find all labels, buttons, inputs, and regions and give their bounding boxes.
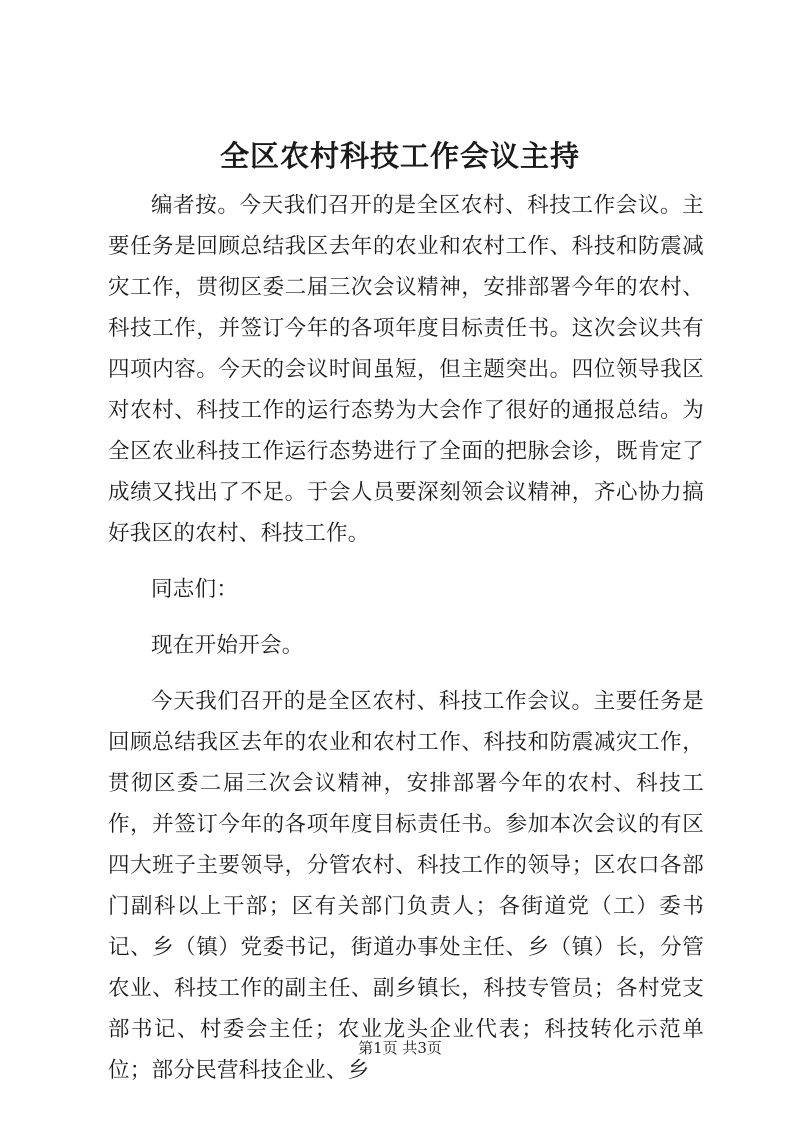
page-footer: 第1页 共3页 bbox=[358, 1039, 442, 1057]
salutation-paragraph: 同志们： bbox=[151, 577, 239, 602]
body-paragraph: 今天我们召开的是全区农村、科技工作会议。主要任务是回顾总结我区去年的农业和农村工作、科技和防震减灾工作，贯彻区委二届三次会议精神，安排部署今年的农村、科技工作，并签订今年的各项年度目标责任书。参加本次会议的有区四大班子主要领导，分管农村、科技工作的领导；区农口各部门副科以上干部；区有关部门负责人；各街道党（工）委书记、乡（镇）党委书记，街道办事处主任、乡（镇）长，分管农业、科技工作的副主任、副乡镇长，科技专管员；各村党支部书记、村委会主任；农业龙头企业代表；科技转化示范单位；部分民营科技企业、乡 bbox=[108, 689, 704, 1083]
document-body bbox=[108, 185, 704, 1091]
opening-paragraph: 现在开始开会。 bbox=[151, 633, 304, 658]
editor-note-paragraph: 编者按。今天我们召开的是全区农村、科技工作会议。主要任务是回顾总结我区去年的农业和农村工作、科技和防震减灾工作，贯彻区委二届三次会议精神，安排部署今年的农村、科技工作，并签订今年的各项年度目标责任书。这次会议共有四项内容。今天的会议时间虽短，但主题突出。四位领导我区对农村、科技工作的运行态势为大会作了很好的通报总结。为全区农业科技工作运行态势进行了全面的把脉会诊，既肯定了成绩又找出了不足。于会人员要深刻领会议精神，齐心协力搞好我区的农村、科技工作。 bbox=[108, 193, 704, 546]
document-title: 全区农村科技工作会议主持 bbox=[219, 139, 580, 173]
